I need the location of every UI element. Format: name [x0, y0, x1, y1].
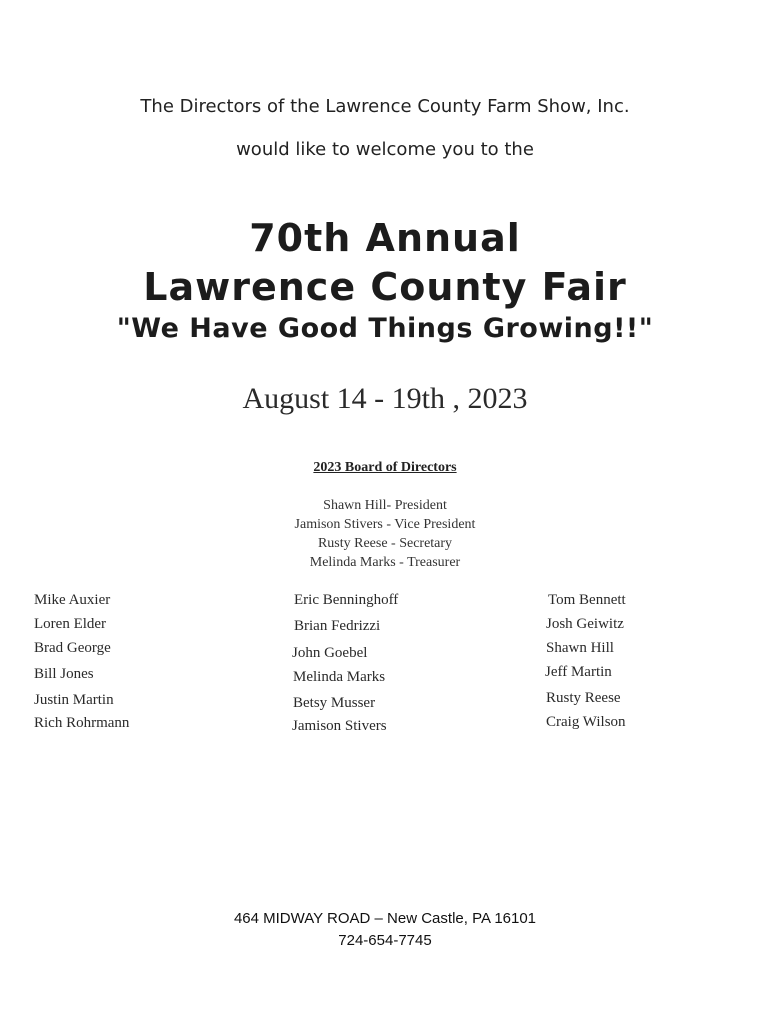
- member-col2-6: Jamison Stivers: [292, 718, 387, 734]
- footer-address: 464 MIDWAY ROAD – New Castle, PA 16101: [233, 910, 537, 927]
- board-heading: 2023 Board of Directors: [313, 460, 457, 475]
- officer-secretary: Rusty Reese - Secretary: [317, 536, 453, 551]
- footer-phone: 724-654-7745: [338, 932, 432, 949]
- member-col2-4: Melinda Marks: [293, 669, 386, 685]
- intro-line-2: would like to welcome you to the: [236, 139, 534, 160]
- member-col3-5: Rusty Reese: [546, 690, 621, 706]
- member-col1-6: Rich Rohrmann: [34, 715, 130, 731]
- member-col3-6: Craig Wilson: [546, 714, 626, 730]
- title-line-1: 70th Annual: [249, 216, 521, 260]
- member-col1-5: Justin Martin: [34, 692, 114, 708]
- officer-president: Shawn Hill- President: [323, 498, 447, 513]
- member-col3-4: Jeff Martin: [545, 664, 612, 680]
- slogan: "We Have Good Things Growing!!": [116, 313, 654, 344]
- member-col1-2: Loren Elder: [34, 616, 107, 632]
- member-col2-3: John Goebel: [292, 645, 368, 661]
- member-col3-1: Tom Bennett: [548, 592, 626, 608]
- intro-line-1: The Directors of the Lawrence County Farm Show, Inc.: [140, 96, 630, 117]
- member-col2-2: Brian Fedrizzi: [294, 618, 381, 634]
- member-col2-1: Eric Benninghoff: [294, 592, 399, 608]
- member-col3-3: Shawn Hill: [546, 640, 614, 656]
- event-date: August 14 - 19th , 2023: [242, 382, 528, 415]
- member-col2-5: Betsy Musser: [293, 695, 376, 711]
- officer-treasurer: Melinda Marks - Treasurer: [309, 555, 461, 570]
- member-col1-4: Bill Jones: [34, 666, 94, 682]
- member-col3-2: Josh Geiwitz: [546, 616, 624, 632]
- member-col1-1: Mike Auxier: [34, 592, 111, 608]
- member-col1-3: Brad George: [34, 640, 111, 656]
- officer-vice-president: Jamison Stivers - Vice President: [294, 517, 476, 532]
- title-line-2: Lawrence County Fair: [143, 265, 627, 309]
